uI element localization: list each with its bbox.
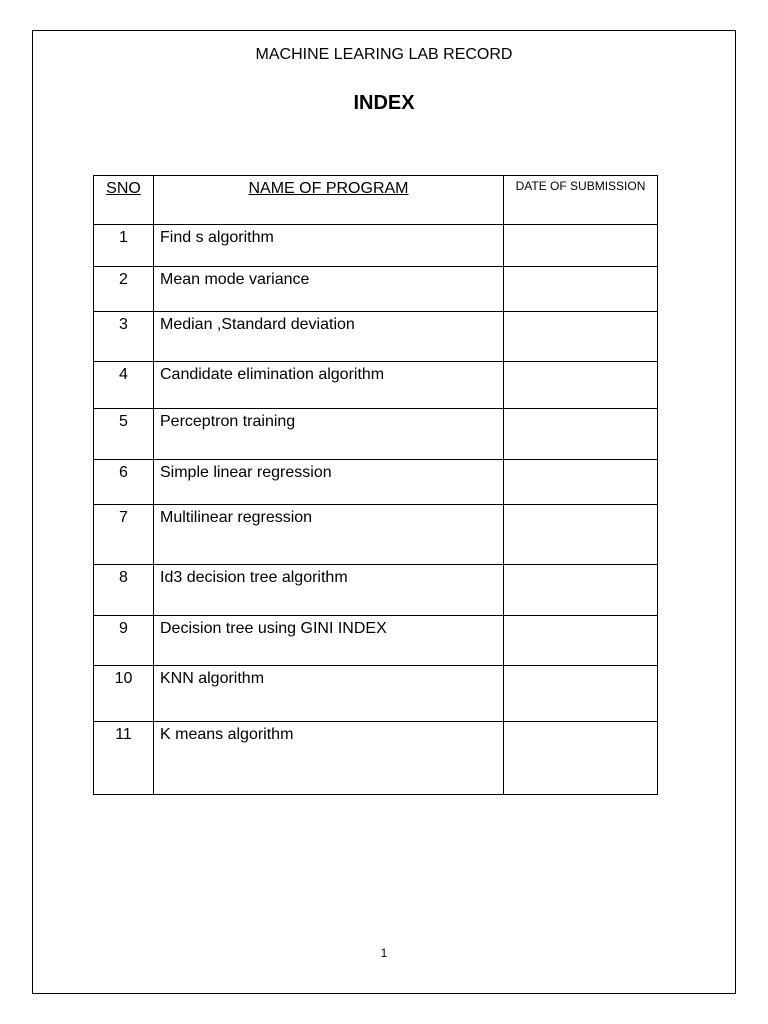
row-date [504, 616, 658, 666]
row-date [504, 409, 658, 460]
column-header-date: DATE OF SUBMISSION [504, 176, 658, 225]
row-sno: 5 [94, 409, 154, 460]
page-number: 1 [380, 946, 388, 960]
column-header-sno: SNO [94, 176, 154, 225]
row-date [504, 362, 658, 409]
row-program-name: Id3 decision tree algorithm [154, 565, 504, 616]
row-sno: 7 [94, 505, 154, 565]
row-sno: 11 [94, 722, 154, 795]
row-program-name: Decision tree using GINI INDEX [154, 616, 504, 666]
table-row [94, 409, 658, 460]
document-title: MACHINE LEARING LAB RECORD [255, 46, 513, 63]
row-sno: 10 [94, 666, 154, 722]
table-row [94, 666, 658, 722]
row-sno: 4 [94, 362, 154, 409]
row-program-name: Mean mode variance [154, 267, 504, 312]
table-row [94, 616, 658, 666]
table-row [94, 460, 658, 505]
row-sno: 6 [94, 460, 154, 505]
table-row [94, 722, 658, 795]
column-header-name: NAME OF PROGRAM [154, 176, 504, 225]
row-program-name: K means algorithm [154, 722, 504, 795]
row-sno: 1 [94, 225, 154, 267]
row-date [504, 565, 658, 616]
table-row [94, 505, 658, 565]
table-row [94, 225, 658, 267]
table-header-row [94, 176, 658, 225]
row-sno: 2 [94, 267, 154, 312]
row-sno: 8 [94, 565, 154, 616]
row-sno: 9 [94, 616, 154, 666]
index-table [93, 175, 658, 795]
row-program-name: Median ,Standard deviation [154, 312, 504, 362]
table-row [94, 362, 658, 409]
table-row [94, 565, 658, 616]
index-heading: INDEX [353, 92, 415, 114]
row-date [504, 312, 658, 362]
row-program-name: KNN algorithm [154, 666, 504, 722]
row-program-name: Perceptron training [154, 409, 504, 460]
table-row [94, 267, 658, 312]
row-program-name: Find s algorithm [154, 225, 504, 267]
row-program-name: Candidate elimination algorithm [154, 362, 504, 409]
table-row [94, 312, 658, 362]
row-date [504, 722, 658, 795]
row-date [504, 267, 658, 312]
row-program-name: Simple linear regression [154, 460, 504, 505]
row-date [504, 666, 658, 722]
row-date [504, 225, 658, 267]
row-date [504, 505, 658, 565]
row-date [504, 460, 658, 505]
row-sno: 3 [94, 312, 154, 362]
row-program-name: Multilinear regression [154, 505, 504, 565]
